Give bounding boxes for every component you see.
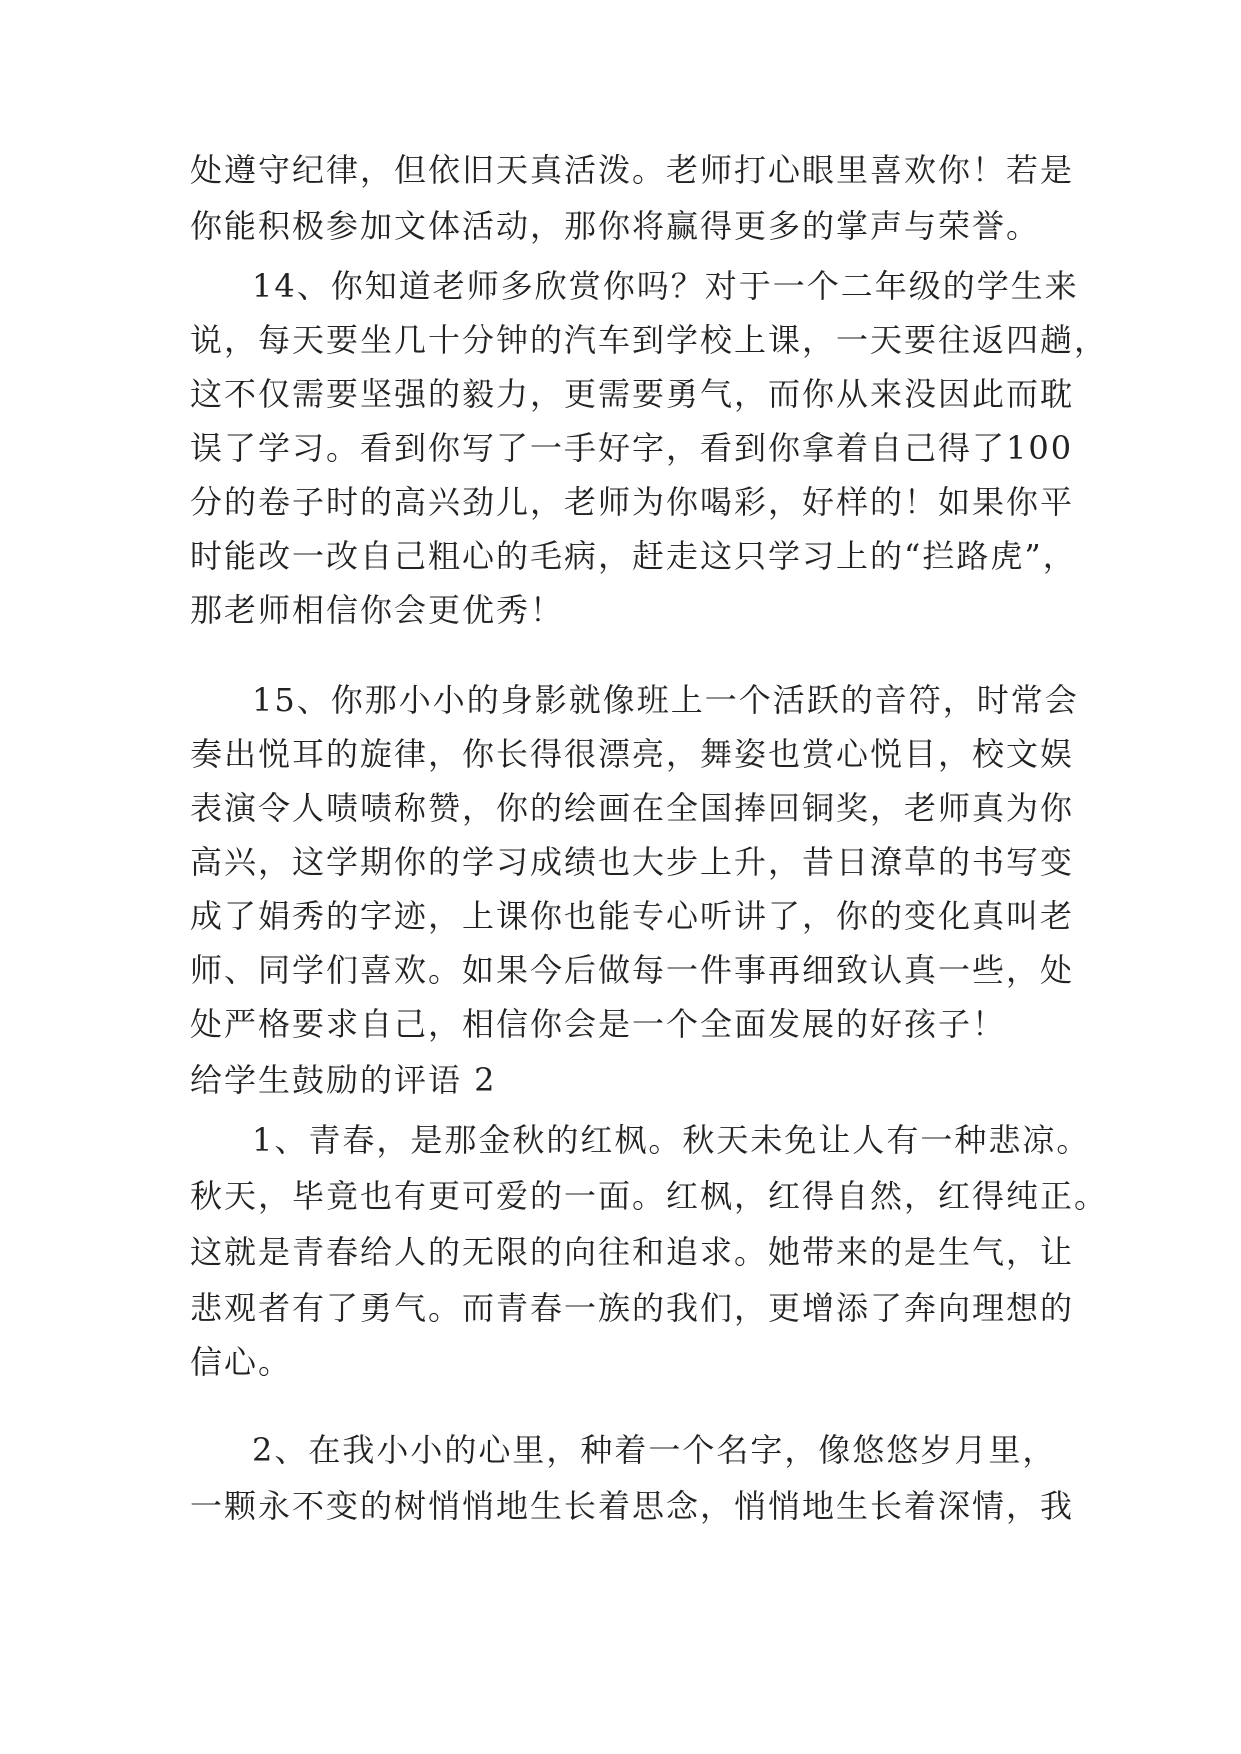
text-line: 师、同学们喜欢。如果今后做每一件事再细致认真一些，处 [190,951,1075,989]
text-line: 处严格要求自己，相信你会是一个全面发展的好孩子！ [190,1005,1007,1043]
paragraph-start-15: 15、你那小小的身影就像班上一个活跃的音符，时常会 [252,681,1079,719]
text-line: 这就是青春给人的无限的向往和追求。她带来的是生气，让 [190,1233,1075,1271]
text-line: 信心。 [190,1343,293,1381]
paragraph-start-14: 14、你知道老师多欣赏你吗？对于一个二年级的学生来 [252,267,1079,305]
paragraph-start-1: 1、青春，是那金秋的红枫。秋天未免让人有一种悲凉。 [252,1121,1091,1159]
text-line: 表演令人啧啧称赞，你的绘画在全国捧回铜奖，老师真为你 [190,789,1075,827]
section-heading: 给学生鼓励的评语 2 [190,1061,497,1099]
text-line: 分的卷子时的高兴劲儿，老师为你喝彩，好样的！如果你平 [190,483,1075,521]
text-line: 秋天，毕竟也有更可爱的一面。红枫，红得自然，红得纯正。 [190,1177,1109,1215]
text-line: 高兴，这学期你的学习成绩也大步上升，昔日潦草的书写变 [190,843,1075,881]
text-line: 一颗永不变的树悄悄地生长着思念，悄悄地生长着深情，我 [190,1487,1075,1525]
text-line: 这不仅需要坚强的毅力，更需要勇气，而你从来没因此而耽 [190,375,1075,413]
text-line: 你能积极参加文体活动，那你将赢得更多的掌声与荣誉。 [190,207,1041,245]
text-line: 那老师相信你会更优秀！ [190,591,565,629]
text-line: 时能改一改自己粗心的毛病，赶走这只学习上的“拦路虎”， [190,537,1077,575]
text-line: 处遵守纪律，但依旧天真活泼。老师打心眼里喜欢你！若是 [190,151,1075,189]
text-line: 说，每天要坐几十分钟的汽车到学校上课，一天要往返四趟， [190,321,1109,359]
text-line: 悲观者有了勇气。而青春一族的我们，更增添了奔向理想的 [190,1289,1075,1327]
paragraph-start-2: 2、在我小小的心里，种着一个名字，像悠悠岁月里， [252,1431,1057,1469]
text-line: 奏出悦耳的旋律，你长得很漂亮，舞姿也赏心悦目，校文娱 [190,735,1075,773]
text-line: 成了娟秀的字迹，上课你也能专心听讲了，你的变化真叫老 [190,897,1075,935]
text-line: 误了学习。看到你写了一手好字，看到你拿着自己得了100 [190,429,1074,467]
